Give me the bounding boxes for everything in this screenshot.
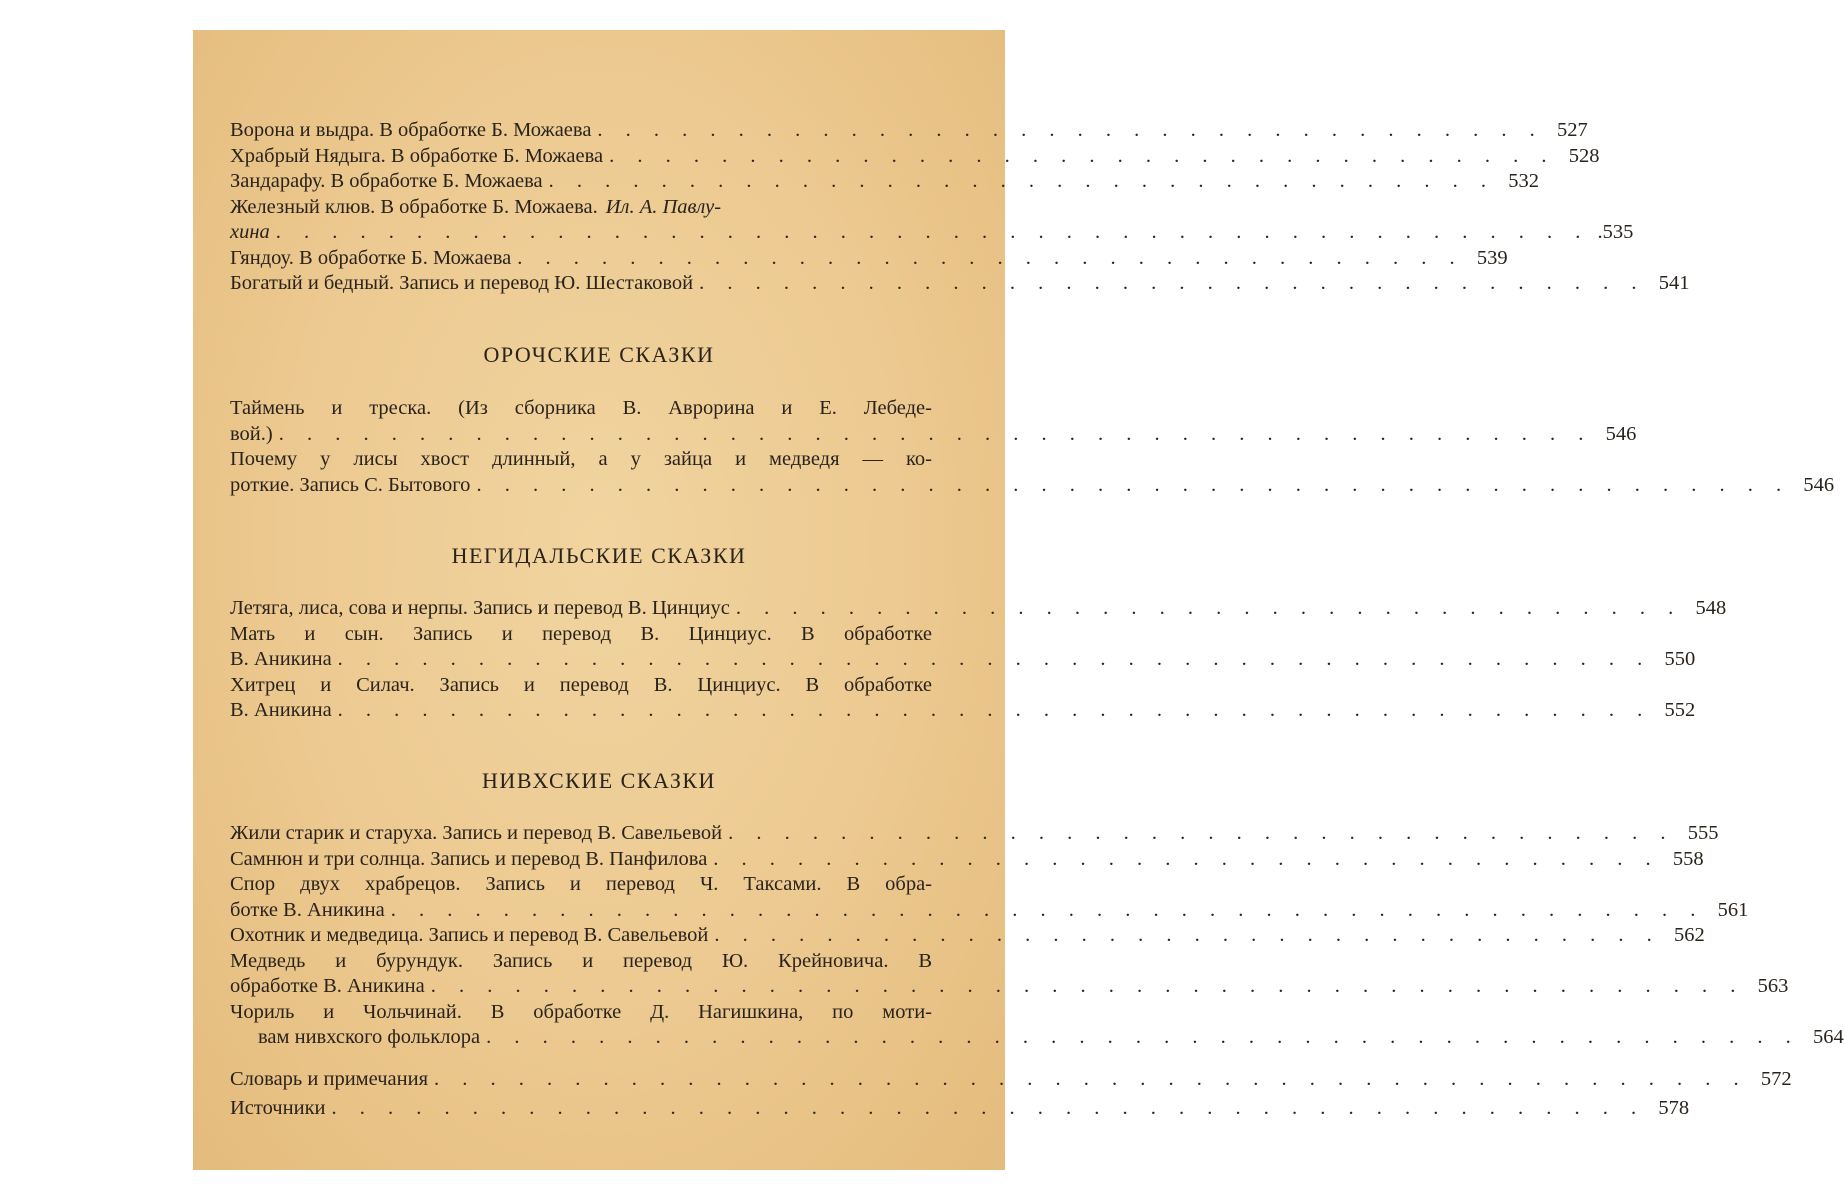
section-heading: НЕГИДАЛЬСКИЕ СКАЗКИ xyxy=(451,543,747,568)
toc-entry xyxy=(230,1094,1690,1123)
entry-page: 546 xyxy=(1605,422,1637,445)
entry-title-line1: Медведь и бурундук. Запись и перевод Ю. Крейновича. В xyxy=(230,949,932,972)
leader-dots: . . . . . . . . . . . . . . . . . . . . . . . . . . . . . . . . . . xyxy=(597,119,1544,141)
leader-dots: . . . . . . . . . . . . . . . . . . . . . . . . . . . . . . . . . . . . . . . . . . . . . . . xyxy=(278,422,1593,445)
entry-title-line1: Таймень и треска. (Из сборника В. Аврорина и Е. Лебеде- xyxy=(230,397,932,419)
entry-page: 564 xyxy=(1812,1026,1844,1048)
leader-dots: . . . . . . . . . . . . . . . . . . . . . . . . . . . . . . . . . . xyxy=(517,246,1464,269)
entry-title-line1: Почему у лисы хвост длинный, а у зайца и медведя — ко- xyxy=(230,448,932,470)
toc-entry xyxy=(230,949,1789,1000)
leader-dots: . . . . . . . . . . . . . . . . . . . . . . . . . . . . . . . . . . . . . . . . . . . . . . . xyxy=(331,1097,1646,1119)
toc-entry xyxy=(230,144,1600,170)
toc-entry xyxy=(230,118,1588,144)
entry-title-line2: роткие. Запись С. Бытового xyxy=(230,473,471,496)
toc-section-continued xyxy=(230,118,1690,297)
entry-page: 561 xyxy=(1717,898,1749,921)
entry-illustrator: Ил. А. Павлу- xyxy=(605,195,722,218)
entry-page: 527 xyxy=(1557,119,1588,141)
leader-dots: . . . . . . . . . . . . . . . . . . . . . . . . . . . . . . . . . . xyxy=(713,847,1660,870)
entry-title: Богатый и бедный. Запись и перевод Ю. Шестаковой xyxy=(230,272,694,294)
entry-page: 548 xyxy=(1695,597,1727,619)
entry-title: Источники xyxy=(230,1097,326,1119)
leader-dots: . . . . . . . . . . . . . . . . . . . . . . . . . . . . . . . . . . . . . . . . . . . . . . . xyxy=(390,898,1705,921)
entry-title-line2: В. Аникина xyxy=(230,699,332,721)
entry-title: Гяндоу. В обработке Б. Можаева xyxy=(230,246,512,269)
entry-title: Охотник и медведица. Запись и перевод В. Савельевой xyxy=(230,924,709,946)
entry-title-line1: Железный клюв. В обработке Б. Можаева. xyxy=(230,195,598,218)
leader-dots: . . . . . . . . . . . . . . . . . . . . . . . . . . . . . . . . . . xyxy=(728,822,1675,844)
entry-title-line2: ботке В. Аникина xyxy=(230,898,385,921)
entry-title-line2: вой.) xyxy=(230,422,273,445)
leader-dots: . . . . . . . . . . . . . . . . . . . . . . . . . . . . . . . . . . . . . . . . . . . . . . . xyxy=(337,699,1652,721)
entry-page: 541 xyxy=(1658,272,1690,294)
toc-entry xyxy=(230,396,1637,447)
toc-entry xyxy=(230,673,1696,724)
leader-dots: . . . . . . . . . . . . . . . . . . . . . . . . . . . . . . . . . . . . . . . . . . . . . . . xyxy=(486,1026,1800,1048)
entry-page: .535 xyxy=(1597,221,1634,243)
entry-page: 578 xyxy=(1658,1097,1690,1119)
entry-title-line2: вам нивхского фольклора xyxy=(258,1026,481,1048)
leader-dots: . . . . . . . . . . . . . . . . . . . . . . . . . . . . . . . . . . xyxy=(609,144,1556,167)
entry-title: Жили старик и старуха. Запись и перевод В. Савельевой xyxy=(230,822,723,844)
toc-entry xyxy=(230,447,1835,498)
entry-page: 558 xyxy=(1672,847,1704,870)
entry-title: Храбрый Нядыга. В обработке Б. Можаева xyxy=(230,144,604,167)
entry-title-line1: Мать и сын. Запись и перевод В. Цинциус. В обработке xyxy=(230,622,932,645)
book-page xyxy=(193,30,1844,1170)
toc-section-negidal xyxy=(230,596,1727,724)
toc-entry xyxy=(230,622,1696,673)
entry-page: 563 xyxy=(1757,975,1789,997)
entry-title-line1: Хитрец и Силач. Запись и перевод В. Цинциус. В обработке xyxy=(230,673,932,696)
entry-title-line1: Чориль и Чольчинай. В обработке Д. Нагишкина, по моти- xyxy=(230,1000,932,1023)
entry-page: 539 xyxy=(1476,246,1508,269)
toc-section-orochi xyxy=(230,396,1835,498)
leader-dots: . . . . . . . . . . . . . . . . . . . . . . . . . . . . . . . . . . . . . . . . . . . . . . . xyxy=(275,221,1590,243)
entry-page: 532 xyxy=(1508,170,1540,192)
leader-dots: . . . . . . . . . . . . . . . . . . . . . . . . . . . . . . . . . . . . . . . . . . . . . . . xyxy=(434,1068,1748,1090)
entry-title: Словарь и примечания xyxy=(230,1068,429,1090)
entry-page: 555 xyxy=(1687,822,1719,844)
section-heading: НИВХСКИЕ СКАЗКИ xyxy=(482,768,716,793)
leader-dots: . . . . . . . . . . . . . . . . . . . . . . . . . . . . . . . . . . xyxy=(699,272,1646,294)
entry-title-line2: хина xyxy=(230,221,270,243)
entry-page: 562 xyxy=(1673,924,1705,946)
leader-dots: . . . . . . . . . . . . . . . . . . . . . . . . . . . . . . . . . . . . . . . . . . . . . . . xyxy=(430,975,1745,997)
leader-dots: . . . . . . . . . . . . . . . . . . . . . . . . . . . . . . . . . . xyxy=(714,924,1661,946)
leader-dots: . . . . . . . . . . . . . . . . . . . . . . . . . . . . . . . . . . xyxy=(735,597,1683,619)
leader-dots: . . . . . . . . . . . . . . . . . . . . . . . . . . . . . . . . . . xyxy=(548,170,1496,192)
entry-page: 550 xyxy=(1664,648,1696,670)
section-heading: ОРОЧСКИЕ СКАЗКИ xyxy=(483,342,715,367)
toc-entry xyxy=(230,246,1508,272)
toc-entry xyxy=(230,1065,1792,1094)
entry-title: Ворона и выдра. В обработке Б. Можаева xyxy=(230,119,592,141)
entry-title-line2: В. Аникина xyxy=(230,648,332,670)
toc-entry xyxy=(230,847,1704,873)
toc-entry xyxy=(230,271,1690,297)
entry-title: Самнюн и три солнца. Запись и перевод В. Панфилова xyxy=(230,847,708,870)
leader-dots: . . . . . . . . . . . . . . . . . . . . . . . . . . . . . . . . . . . . . . . . . . . . . . . xyxy=(337,648,1652,670)
toc-section-backmatter xyxy=(230,1065,1792,1123)
entry-page: 528 xyxy=(1568,144,1600,167)
toc-section-nivkh xyxy=(230,821,1844,1051)
toc-entry xyxy=(230,195,1634,246)
entry-page: 572 xyxy=(1760,1068,1792,1090)
toc-entry xyxy=(230,169,1540,195)
entry-title-line1: Спор двух храбрецов. Запись и перевод Ч. Таксами. В обра- xyxy=(230,873,932,895)
toc-entry xyxy=(230,923,1705,949)
toc-entry xyxy=(230,596,1727,622)
toc-entry xyxy=(230,1000,1844,1051)
entry-title: Летяга, лиса, сова и нерпы. Запись и перевод В. Цинциус xyxy=(230,597,730,619)
leader-dots: . . . . . . . . . . . . . . . . . . . . . . . . . . . . . . . . . . . . . . . . . . . . . . . xyxy=(476,473,1791,496)
toc-entry xyxy=(230,821,1719,847)
entry-title-line2: обработке В. Аникина xyxy=(230,975,425,997)
entry-page: 546 xyxy=(1803,473,1835,496)
entry-title: Зандарафу. В обработке Б. Можаева xyxy=(230,170,543,192)
toc-entry xyxy=(230,872,1749,923)
entry-page: 552 xyxy=(1664,699,1696,721)
